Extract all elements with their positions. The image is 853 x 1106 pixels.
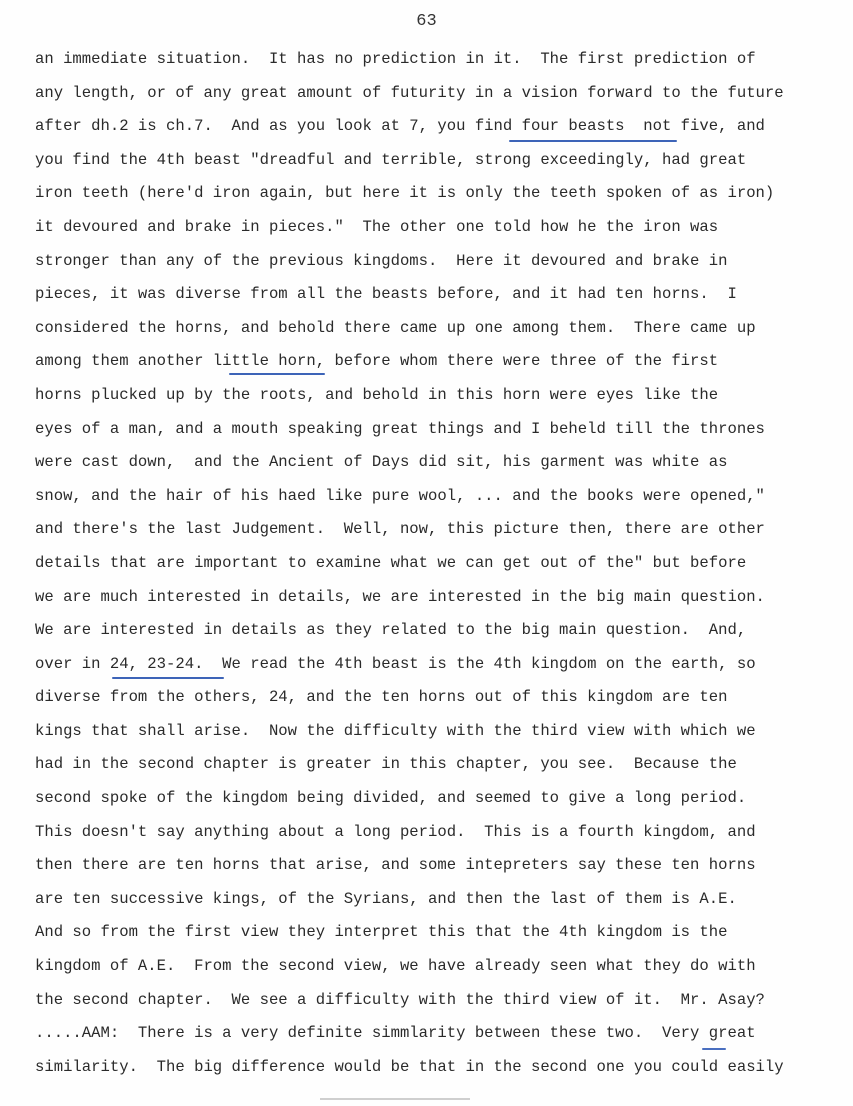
text-line: the second chapter. We see a difficulty with the third view of it. Mr. Asay?	[35, 990, 765, 1009]
text-line: are ten successive kings, of the Syrians, and then the last of them is A.E.	[35, 889, 737, 908]
text-line: snow, and the hair of his haed like pure wool, ... and the books were opened,"	[35, 486, 765, 505]
text-line: we are much interested in details, we are interested in the big main question.	[35, 587, 765, 606]
text-line: details that are important to examine what we can get out of the" but before	[35, 553, 747, 572]
text-line: it devoured and brake in pieces." The other one told how he the iron was	[35, 217, 719, 236]
pen-mark	[702, 1048, 726, 1050]
underline-four-beasts	[509, 140, 677, 142]
text-line: pieces, it was diverse from all the beasts before, and it had ten horns. I	[35, 285, 737, 304]
text-line: kingdom of A.E. From the second view, we have already seen what they do with	[35, 957, 756, 976]
text-line: This doesn't say anything about a long period. This is a fourth kingdom, and	[35, 822, 756, 841]
text-line: among them another little horn, before whom there were three of the first	[35, 352, 719, 371]
underline-verse-reference	[112, 677, 224, 679]
page-number: 63	[416, 12, 437, 31]
underline-little-horn	[229, 373, 325, 375]
text-line: considered the horns, and behold there came up one among them. There came up	[35, 318, 756, 337]
text-line: second spoke of the kingdom being divided, and seemed to give a long period.	[35, 789, 747, 808]
text-line: then there are ten horns that arise, and some intepreters say these ten horns	[35, 856, 756, 875]
text-line: an immediate situation. It has no prediction in it. The first prediction of	[35, 50, 756, 68]
transcript-body	[35, 46, 850, 1087]
text-line: .....AAM: There is a very definite simmlarity between these two. Very great	[35, 1024, 756, 1043]
text-line: eyes of a man, and a mouth speaking great things and I beheld till the thrones	[35, 419, 765, 438]
text-line: stronger than any of the previous kingdoms. Here it devoured and brake in	[35, 251, 728, 270]
text-line: diverse from the others, 24, and the ten horns out of this kingdom are ten	[35, 688, 728, 707]
scan-smudge	[320, 1098, 470, 1100]
text-line: any length, or of any great amount of futurity in a vision forward to the future	[35, 83, 784, 102]
text-line: were cast down, and the Ancient of Days did sit, his garment was white as	[35, 453, 728, 472]
text-line: after dh.2 is ch.7. And as you look at 7, you find four beasts not five, and	[35, 117, 765, 136]
text-line: horns plucked up by the roots, and behold in this horn were eyes like the	[35, 385, 719, 404]
text-line: We are interested in details as they related to the big main question. And,	[35, 621, 747, 640]
text-line: you find the 4th beast "dreadful and terrible, strong exceedingly, had great	[35, 150, 747, 169]
text-line: and there's the last Judgement. Well, now, this picture then, there are other	[35, 520, 765, 539]
text-line: And so from the first view they interpret this that the 4th kingdom is the	[35, 923, 728, 942]
text-line: similarity. The big difference would be that in the second one you could easily	[35, 1057, 784, 1076]
text-line: over in 24, 23-24. We read the 4th beast is the 4th kingdom on the earth, so	[35, 654, 756, 673]
text-line: kings that shall arise. Now the difficulty with the third view with which we	[35, 721, 756, 740]
text-line: iron teeth (here'd iron again, but here it is only the teeth spoken of as iron)	[35, 184, 775, 203]
text-line: had in the second chapter is greater in this chapter, you see. Because the	[35, 755, 737, 774]
